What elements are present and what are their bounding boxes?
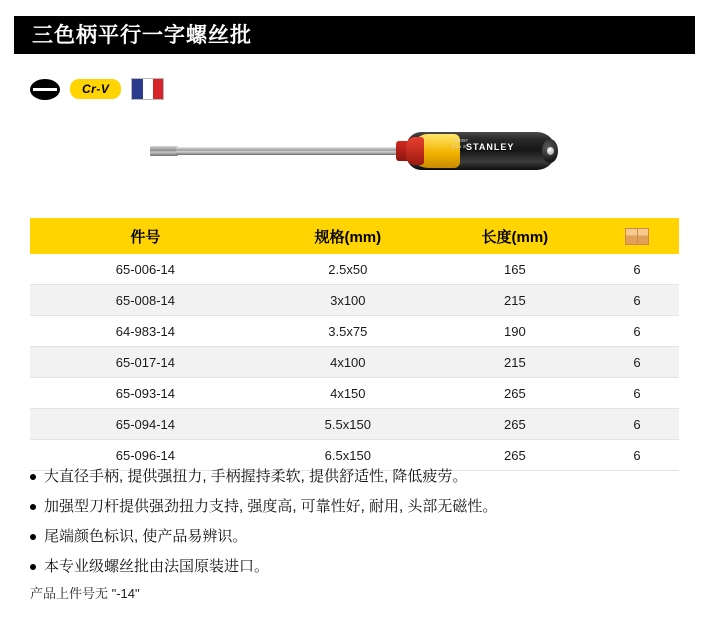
cell-qty: 6 — [595, 378, 679, 409]
cell-part-number: 65-017-14 — [30, 347, 261, 378]
cell-spec: 6.5x150 — [261, 440, 435, 471]
table-row — [30, 378, 679, 409]
flag-stripe-white — [143, 79, 153, 99]
cell-part-number: 65-096-14 — [30, 440, 261, 471]
table-row — [30, 409, 679, 440]
spec-table — [30, 218, 679, 471]
footnote: 产品上件号无 "-14" — [30, 586, 140, 601]
list-item-label: 本专业级螺丝批由法国原装进口。 — [44, 558, 270, 575]
table-header-row — [30, 218, 679, 254]
cell-qty: 6 — [595, 285, 679, 316]
header-part-number: 件号 — [30, 218, 261, 254]
cell-qty: 6 — [595, 440, 679, 471]
slotted-screw-icon — [30, 79, 60, 100]
list-item-label: 尾端颜色标识, 使产品易辨识。 — [44, 528, 248, 545]
bullet-dot-icon — [30, 534, 36, 540]
handle-end-cap-dot — [547, 147, 554, 155]
badge-row — [30, 78, 164, 100]
flag-stripe-red — [153, 79, 163, 99]
blade-tip — [150, 146, 178, 156]
cell-spec: 2.5x50 — [261, 254, 435, 285]
list-item — [30, 462, 690, 492]
header-length: 长度(mm) — [435, 218, 595, 254]
material-badge: Cr-V — [70, 79, 121, 99]
table-row — [30, 285, 679, 316]
list-item — [30, 552, 690, 582]
brand-print: STANLEY — [466, 142, 515, 152]
cell-part-number: 64-983-14 — [30, 316, 261, 347]
header-spec: 规格(mm) — [261, 218, 435, 254]
cell-spec: 5.5x150 — [261, 409, 435, 440]
feature-list — [30, 462, 690, 582]
table-row — [30, 316, 679, 347]
cell-qty: 6 — [595, 254, 679, 285]
table-row — [30, 347, 679, 378]
flag-stripe-blue — [132, 79, 142, 99]
cell-part-number: 65-094-14 — [30, 409, 261, 440]
handle-red-grip — [406, 137, 424, 165]
cell-length: 265 — [435, 409, 595, 440]
cell-length: 265 — [435, 440, 595, 471]
cell-spec: 4x100 — [261, 347, 435, 378]
cell-length: 215 — [435, 285, 595, 316]
list-item-label: 大直径手柄, 提供强扭力, 手柄握持柔软, 提供舒适性, 降低疲劳。 — [44, 468, 468, 485]
cell-length: 265 — [435, 378, 595, 409]
bullet-dot-icon — [30, 504, 36, 510]
screwdriver-graphic — [150, 128, 570, 178]
cell-spec: 3x100 — [261, 285, 435, 316]
cell-part-number: 65-008-14 — [30, 285, 261, 316]
bullet-dot-icon — [30, 474, 36, 480]
cell-part-number: 65-093-14 — [30, 378, 261, 409]
cell-part-number: 65-006-14 — [30, 254, 261, 285]
cell-length: 215 — [435, 347, 595, 378]
title-bar — [14, 16, 695, 54]
product-code-print: 65-097 6.5 x 205 — [451, 138, 471, 149]
list-item — [30, 492, 690, 522]
cell-qty: 6 — [595, 316, 679, 347]
cell-length: 190 — [435, 316, 595, 347]
cell-length: 165 — [435, 254, 595, 285]
cell-qty: 6 — [595, 409, 679, 440]
product-image — [120, 112, 580, 192]
cell-qty: 6 — [595, 347, 679, 378]
cell-spec: 4x150 — [261, 378, 435, 409]
cell-spec: 3.5x75 — [261, 316, 435, 347]
bullet-dot-icon — [30, 564, 36, 570]
france-flag-icon — [131, 78, 164, 100]
blade-shaft — [176, 147, 400, 155]
page-title: 三色柄平行一字螺丝批 — [32, 23, 252, 47]
box-icon — [625, 228, 649, 245]
header-package-qty — [595, 218, 679, 254]
list-item-label: 加强型刀杆提供强劲扭力支持, 强度高, 可靠性好, 耐用, 头部无磁性。 — [44, 498, 498, 515]
list-item — [30, 522, 690, 552]
table-row — [30, 254, 679, 285]
